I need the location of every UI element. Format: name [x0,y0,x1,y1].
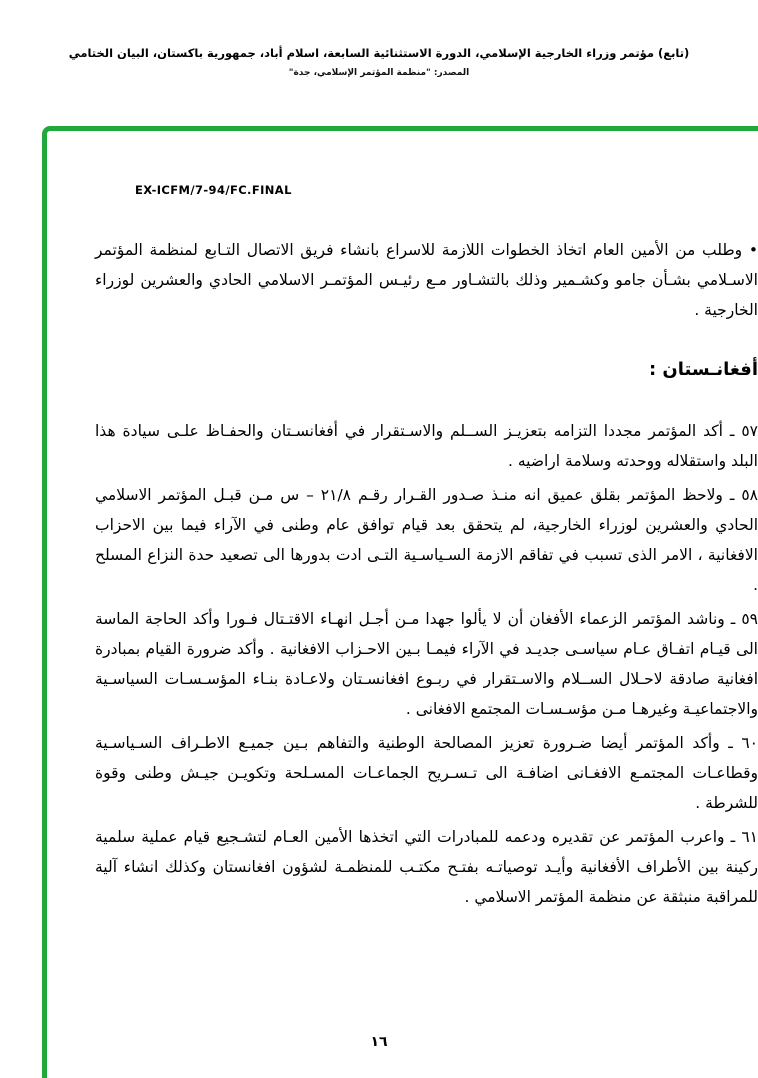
paragraph-60: ٦٠ ـ وأكد المؤتمر أيضا ضـرورة تعزيز المصالحة الوطنية والتفاهم بـين جميـع الاطـراف السـياسـية وقطاعـات المجتمـع الافغـانى اضافـة الى تـسـريح الجماعـات المسـلحة وتكويـن جيـش وطنى وقوة للشرطة . [95,734,758,812]
section-heading-afghanistan: أفغانـستان : [648,359,758,380]
document-reference: EX-ICFM/7-94/FC.FINAL [135,183,292,197]
paragraph-61: ٦١ ـ واعرب المؤتمر عن تقديره ودعمه للمبادرات التي اتخذها الأمين العـام لتشـجيع قيام عملية سلمية ركينة بين الأطراف الأفغانية وأيـد توصياتـه بفتـح مكتـب للمنظمـة لشؤون افغانستان وكذلك انشاء آلية للمراقبة منبثقة عن منظمة المؤتمر الاسلامي . [95,828,758,906]
paragraph-57: ٥٧ ـ أكد المؤتمر مجددا التزامه بتعزيـز الســلم والاسـتقرار في أفغانسـتان والحفـاظ علـى سيادة هذا البلد واستقلاله ووحدته وسلامة اراضيه . [95,422,758,470]
document-frame [42,126,758,1078]
intro-paragraph: • وطلب من الأمين العام اتخاذ الخطوات اللازمة للاسراع بانشاء فريق الاتصال التـابع لمنظمة المؤتمر الاسـلامي بشـأن جامو وكشـمير وذلك بالتشـاور مـع رئيـس المؤتمـر الاسلامي الحادي والعشرين لوزراء الخارجية . [95,241,758,319]
page-number: ١٦ [370,1034,388,1050]
paragraph-59: ٥٩ ـ وناشد المؤتمر الزعماء الأفغان أن لا يألوا جهدا مـن أجـل انهـاء الاقتـتال فـورا وأكد الحاجة الماسة الى قيـام اتفـاق عـام سياسـى جديـد في الآراء فيمـا بـين الاحـزاب الافغانية . وأكد ضرورة القيام بمبادرة افغانية صادقة لاحـلال الســلام والاسـتقرار في ربـوع افغانسـتان ولاعـادة بنـاء المؤسـسـات السياسـية والاجتماعيـة وغيرهـا مـن مؤسـسـات المجتمع الافغانى . [95,610,758,718]
header-title: (تابع) مؤتمر وزراء الخارجية الإسلامي، الدورة الاستثنائية السابعة، اسلام أباد، جمهورية باكستان، البيان الختامي [68,46,690,60]
header-source: المصدر: "منظمة المؤتمر الإسلامي، جدة" [288,68,470,78]
page-header [0,44,758,78]
document-body [95,235,758,912]
paragraph-58: ٥٨ ـ ولاحظ المؤتمر بقلق عميق انه منـذ صـدور القـرار رقـم ٢١/٨ – س مـن قبـل المؤتمر الاسلامي الحادي والعشرين لوزراء الخارجية، لم يتحقق بعد قيام توافق عام وطنى في الآراء فيما بين الاحزاب الافغانية ، الامر الذى تسبب في تفاقم الازمة السـياسـية التـى ادت بدورها الى تصعيد حدة النزاع المسلح . [95,486,758,594]
